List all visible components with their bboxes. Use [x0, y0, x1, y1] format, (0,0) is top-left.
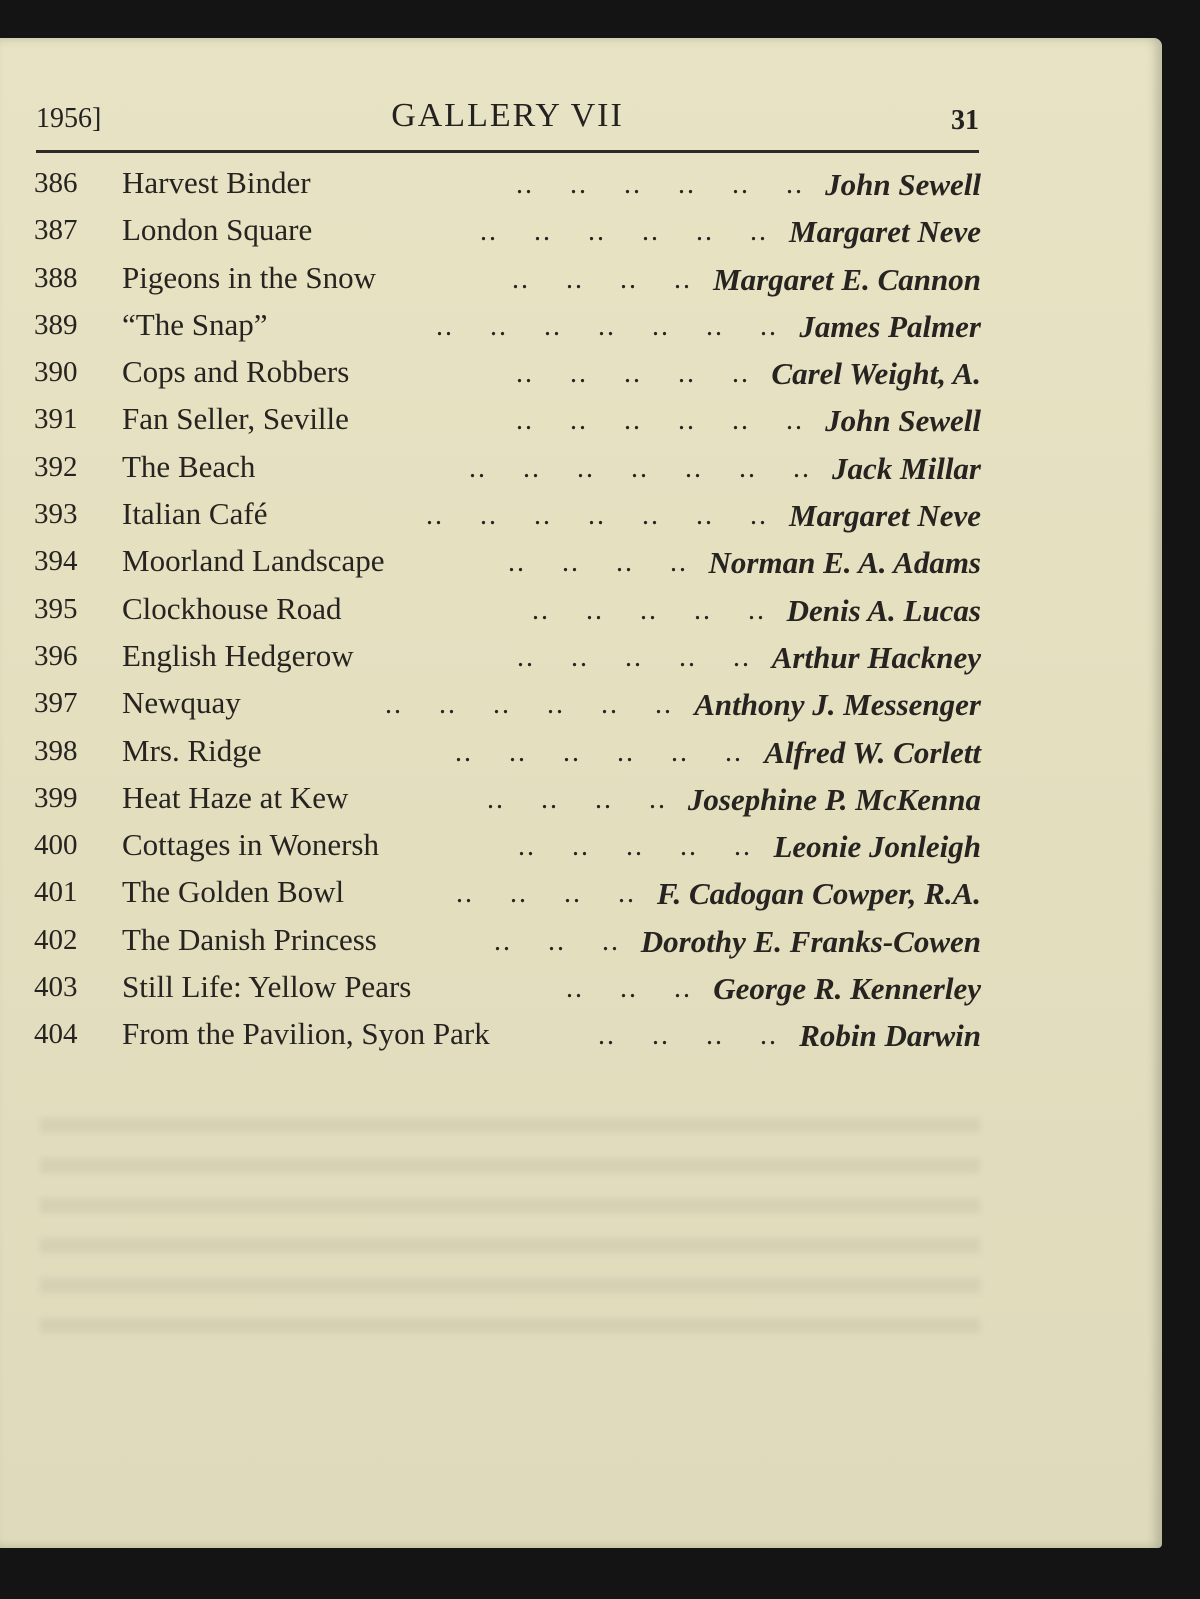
- entry-title: Newquay: [122, 685, 241, 721]
- header-rule: [36, 150, 979, 153]
- catalogue-entry: [34, 210, 981, 257]
- entry-artist: Jack Millar: [832, 450, 981, 486]
- entry-number: 386: [34, 167, 78, 199]
- entry-number: 398: [34, 734, 78, 767]
- header-year: 1956]: [36, 103, 102, 134]
- dot-leader: .. .. .. ..: [456, 878, 645, 910]
- entry-artist: Alfred W. Corlett: [764, 734, 981, 770]
- entry-title: Harvest Binder: [122, 165, 311, 200]
- dot-leader: .. .. .. ..: [512, 263, 701, 295]
- dot-leader: .. .. .. .. .. ..: [480, 216, 777, 248]
- dot-leader: .. .. .. .. .. ..: [385, 689, 682, 721]
- dot-leader: .. .. .. .. ..: [516, 358, 759, 390]
- entry-list: [34, 163, 981, 1062]
- catalogue-entry: [34, 258, 981, 305]
- show-through-text: [40, 1095, 980, 1355]
- entry-title: The Golden Bowl: [122, 874, 345, 910]
- entry-artist: Anthony J. Messenger: [694, 687, 981, 723]
- entry-artist: James Palmer: [799, 308, 981, 344]
- dot-leader: .. .. .. ..: [598, 1020, 787, 1052]
- catalogue-entry: [34, 399, 981, 446]
- catalogue-entry: [34, 872, 981, 919]
- catalogue-entry: [34, 778, 981, 825]
- entry-title: English Hedgerow: [122, 637, 354, 673]
- entry-artist: Robin Darwin: [799, 1018, 981, 1054]
- entry-number: 396: [34, 639, 78, 672]
- entry-title: Still Life: Yellow Pears: [122, 969, 412, 1005]
- catalogue-entry: [34, 589, 981, 636]
- entry-title: Italian Café: [122, 496, 268, 532]
- header-gallery-title: GALLERY VII: [391, 97, 624, 134]
- entry-title: Cops and Robbers: [122, 354, 350, 390]
- entry-title: “The Snap”: [122, 306, 268, 342]
- entry-number: 404: [34, 1018, 78, 1051]
- entry-number: 395: [34, 592, 78, 625]
- entry-title: The Danish Princess: [122, 921, 377, 957]
- dot-leader: .. .. .. .. ..: [517, 641, 760, 673]
- entry-artist: John Sewell: [825, 167, 981, 202]
- entry-artist: John Sewell: [825, 403, 981, 439]
- catalogue-entry: [34, 920, 981, 967]
- catalogue-entry: [34, 825, 981, 872]
- catalogue-entry: [34, 163, 981, 210]
- entry-title: Mrs. Ridge: [122, 732, 262, 768]
- dot-leader: .. .. .. .. ..: [518, 831, 761, 863]
- entry-title: Clockhouse Road: [122, 590, 342, 626]
- catalogue-entry: [34, 305, 981, 352]
- entry-artist: Norman E. A. Adams: [708, 545, 981, 581]
- entry-number: 399: [34, 781, 78, 814]
- dot-leader: .. .. ..: [566, 973, 701, 1005]
- entry-number: 403: [34, 971, 78, 1004]
- dot-leader: .. .. .. .. .. .. ..: [426, 500, 777, 532]
- entry-artist: Arthur Hackney: [771, 639, 981, 675]
- dot-leader: .. .. .. .. .. ..: [455, 736, 752, 768]
- catalogue-entry: [34, 636, 981, 683]
- entry-artist: George R. Kennerley: [713, 971, 981, 1007]
- catalogue-entry: [34, 541, 981, 588]
- catalogue-entry: [34, 352, 981, 399]
- entry-artist: Leonie Jonleigh: [773, 829, 981, 865]
- entry-title: London Square: [122, 212, 313, 248]
- entry-number: 394: [34, 545, 78, 578]
- catalogue-entry: [34, 494, 981, 541]
- entry-title: The Beach: [122, 448, 256, 484]
- dot-leader: .. .. .. .. ..: [532, 594, 775, 626]
- entry-artist: Margaret Neve: [789, 214, 981, 250]
- catalogue-entry: [34, 683, 981, 730]
- entry-number: 400: [34, 829, 78, 862]
- entry-artist: Josephine P. McKenna: [687, 781, 981, 817]
- entry-title: From the Pavilion, Syon Park: [122, 1016, 490, 1052]
- entry-number: 401: [34, 876, 78, 909]
- entry-number: 397: [34, 687, 78, 720]
- dot-leader: .. .. .. ..: [508, 547, 697, 579]
- entry-number: 388: [34, 261, 78, 294]
- dot-leader: .. .. .. .. .. .. ..: [436, 310, 787, 342]
- entry-artist: F. Cadogan Cowper, R.A.: [656, 876, 981, 912]
- entry-number: 391: [34, 403, 78, 436]
- catalogue-entry: [34, 731, 981, 778]
- entry-artist: Denis A. Lucas: [786, 592, 981, 628]
- entry-artist: Margaret Neve: [789, 498, 981, 534]
- entry-title: Pigeons in the Snow: [122, 259, 377, 295]
- entry-number: 402: [34, 923, 78, 956]
- dot-leader: .. .. .. ..: [487, 783, 676, 815]
- dot-leader: .. .. .. .. .. ..: [516, 405, 813, 437]
- entry-number: 389: [34, 308, 78, 341]
- catalogue-entry: [34, 1014, 981, 1061]
- entry-number: 387: [34, 214, 78, 247]
- entry-number: 393: [34, 498, 78, 531]
- entry-artist: Carel Weight, A.: [771, 356, 981, 392]
- entry-title: Moorland Landscape: [122, 543, 385, 579]
- entry-number: 392: [34, 450, 78, 483]
- page-number: 31: [951, 105, 979, 136]
- entry-artist: Margaret E. Cannon: [713, 261, 981, 297]
- entry-title: Fan Seller, Seville: [122, 401, 349, 437]
- catalogue-entry: [34, 447, 981, 494]
- entry-artist: Dorothy E. Franks-Cowen: [640, 923, 981, 959]
- catalogue-entry: [34, 967, 981, 1014]
- page-header: [36, 95, 979, 145]
- dot-leader: .. .. .. .. .. .. ..: [469, 452, 820, 484]
- entry-title: Cottages in Wonersh: [122, 827, 379, 863]
- dot-leader: .. .. ..: [494, 925, 629, 957]
- entry-number: 390: [34, 356, 78, 389]
- entry-title: Heat Haze at Kew: [122, 779, 349, 815]
- dot-leader: .. .. .. .. .. ..: [516, 169, 813, 200]
